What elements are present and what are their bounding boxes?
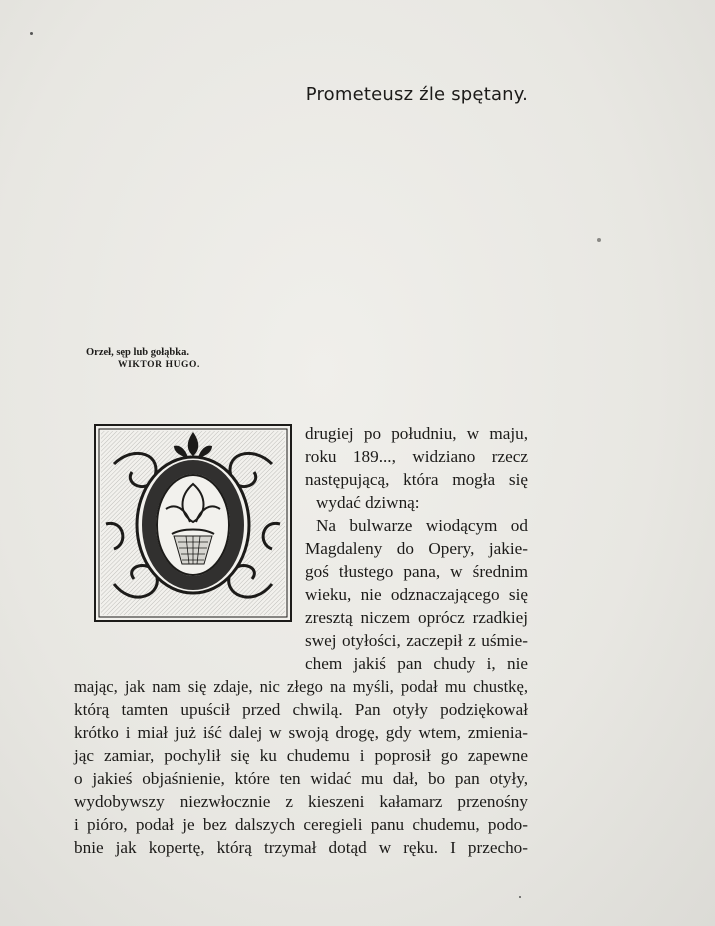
ornamental-drop-cap	[94, 424, 292, 622]
epigraph-quote: Orzeł, sęp lub gołąbka.	[86, 347, 189, 358]
text-line-19: bnie jak kopertę, którą trzymał dotąd w ręku. I przecho-	[74, 838, 528, 857]
epigraph-author: WIKTOR HUGO.	[118, 360, 200, 370]
text-line-12: mając, jak nam się zdaje, nic złego na myśli, podał mu chustkę,	[74, 677, 528, 696]
page-speck	[30, 32, 33, 35]
text-line-5: Na bulwarze wiodącym od	[316, 516, 528, 535]
text-line-2: roku 189..., widziano rzecz	[305, 447, 528, 466]
text-line-15: jąc zamiar, pochylił się ku chudemu i poprosił go zapewne	[74, 746, 528, 765]
text-line-18: i pióro, podał je bez dalszych ceregieli panu chudemu, podo-	[74, 815, 528, 834]
text-line-3: następującą, która mogła się	[305, 470, 528, 489]
running-title: Prometeusz źle spętany.	[305, 84, 528, 105]
text-line-11: chem jakiś pan chudy i, nie	[305, 654, 528, 673]
text-line-8: wieku, nie odznaczającego się	[305, 585, 528, 604]
text-line-14: krótko i miał już iść dalej w swoją drogę, gdy wtem, zmienia-	[74, 723, 528, 742]
text-line-6: Magdaleny do Opery, jakie-	[305, 539, 528, 558]
page-speck	[597, 238, 601, 242]
text-line-17: wydobywszy niezwłocznie z kieszeni kałamarz przenośny	[74, 792, 528, 811]
text-line-16: o jakieś objaśnienie, które ten widać mu dał, bo pan otyły,	[74, 769, 528, 788]
text-line-10: swej otyłości, zaczepił z uśmie-	[305, 631, 528, 650]
text-line-7: goś tłustego pana, w średnim	[305, 562, 528, 581]
text-line-4: wydać dziwną:	[316, 493, 420, 512]
page-speck	[519, 896, 521, 898]
text-line-1: drugiej po południu, w maju,	[305, 424, 528, 443]
text-line-9: zresztą niczem oprócz rzadkiej	[305, 608, 528, 627]
epigraph	[60, 346, 200, 372]
text-line-13: którą tamten upuścił przed chwilą. Pan otyły podziękował	[74, 700, 528, 719]
